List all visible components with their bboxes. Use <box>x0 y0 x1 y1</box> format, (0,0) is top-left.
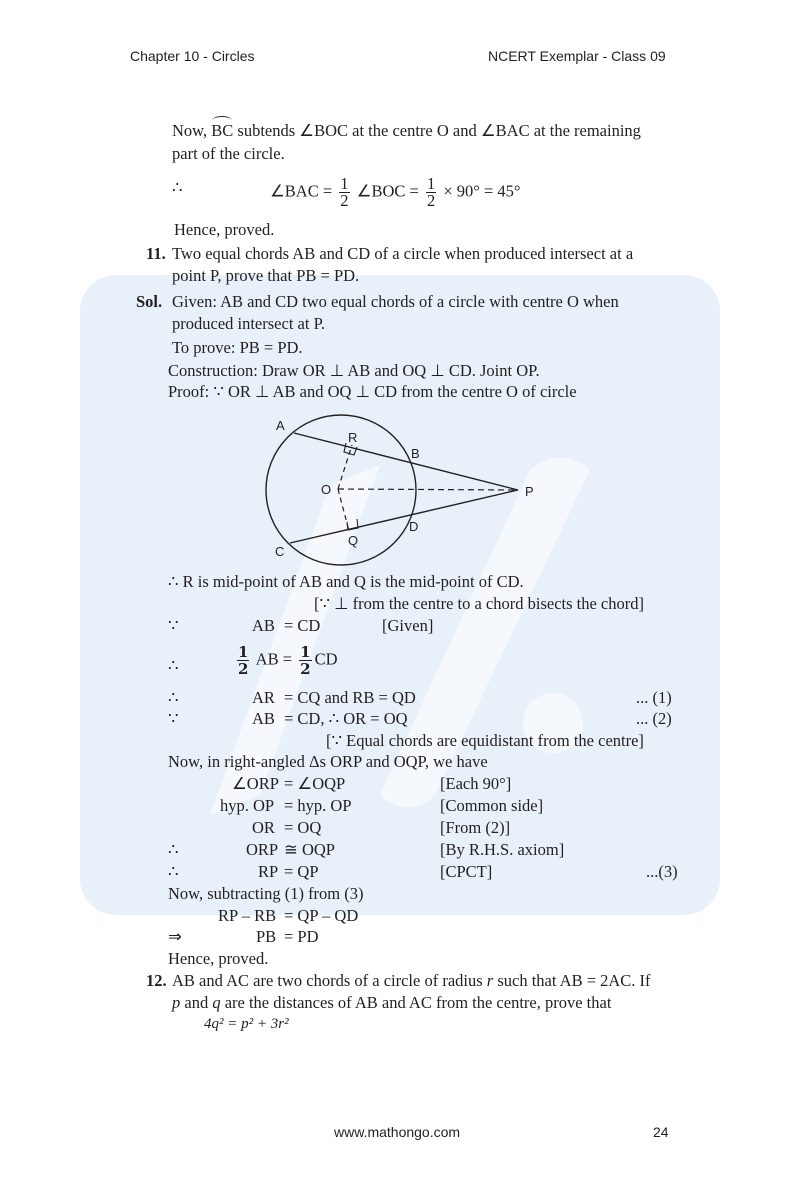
cong-rhs: = QP <box>284 862 319 881</box>
row-sym: ∴ <box>168 688 179 707</box>
cong-reason: [Common side] <box>440 796 544 815</box>
label-b: B <box>411 446 420 461</box>
row-sym: ∴ <box>168 656 179 675</box>
question-12-line1: AB and AC are two chords of a circle of radius r such that AB = 2AC. If <box>172 971 651 990</box>
book-title: NCERT Exemplar - Class 09 <box>488 48 666 64</box>
page-number: 24 <box>653 1124 669 1140</box>
cong-rhs: = ∠OQP <box>284 774 346 793</box>
prev-solution-line2: part of the circle. <box>172 144 285 163</box>
question-number: 12. <box>146 971 167 990</box>
prev-equation-body: ∠BAC = $\frac{1}{2}$ ∠BOC = $\frac{1}{2}$ × 90° = 45° <box>270 174 521 210</box>
half-equation: $\frac{1}{2}$ AB = $\frac{1}{2}$ CD <box>238 643 338 678</box>
question-12-line2: p and q are the distances of AB and AC from the centre, prove that <box>172 993 612 1012</box>
row-rhs: = CQ and RB = QD <box>284 688 416 707</box>
row-lhs: AB <box>252 709 275 728</box>
label-a: A <box>276 418 285 433</box>
given-line2: produced intersect at P. <box>172 314 326 333</box>
label-d: D <box>409 519 419 534</box>
cong-lhs: hyp. OP <box>220 796 275 815</box>
row-ref: ... (1) <box>636 688 672 707</box>
label-c: C <box>275 544 285 559</box>
cong-reason: [Each 90°] <box>440 774 512 793</box>
cong-lhs: ∠ORP <box>232 774 279 793</box>
implies-lhs: PB <box>256 927 277 946</box>
prev-hence-proved: Hence, proved. <box>174 220 275 239</box>
cong-rhs: = hyp. OP <box>284 796 352 815</box>
cong-lhs: RP <box>258 862 279 881</box>
implies-sym: ⇒ <box>168 927 182 946</box>
label-q: Q <box>348 533 359 548</box>
to-prove: To prove: PB = PD. <box>172 338 303 357</box>
cong-reason: [From (2)] <box>440 818 511 837</box>
row-ref: ... (2) <box>636 709 672 728</box>
row-reason: [Given] <box>382 616 434 635</box>
prev-solution-equation: ∴ <box>172 178 183 197</box>
sub-lhs: RP – RB <box>218 906 277 925</box>
row-rhs: = CD, ∴ OR = OQ <box>284 709 408 728</box>
row-rhs: = CD <box>284 616 321 635</box>
subtracting-line: Now, subtracting (1) from (3) <box>168 884 364 903</box>
circle-chords-diagram <box>250 410 550 570</box>
reason-bisect: [∵ ⊥ from the centre to a chord bisects the chord] <box>314 594 644 613</box>
question-11-line2: point P, prove that PB = PD. <box>172 266 360 285</box>
cong-rhs: = OQ <box>284 818 322 837</box>
row-lhs: AB <box>252 616 275 635</box>
row-lhs: AR <box>252 688 275 707</box>
triangles-intro: Now, in right-angled Δs ORP and OQP, we have <box>168 752 488 771</box>
website-footer: www.mathongo.com <box>334 1124 461 1140</box>
arc-bc: BC <box>211 121 234 140</box>
implies-rhs: = PD <box>284 927 319 946</box>
cong-lhs: ORP <box>246 840 279 859</box>
cong-sym: ∴ <box>168 840 179 859</box>
row-sym: ∵ <box>168 616 179 635</box>
cong-sym: ∴ <box>168 862 179 881</box>
sub-rhs: = QP – QD <box>284 906 359 925</box>
question-12-formula: 4q² = p² + 3r² <box>204 1016 289 1032</box>
label-o: O <box>321 482 332 497</box>
cong-lhs: OR <box>252 818 275 837</box>
question-11-line1: Two equal chords AB and CD of a circle when produced intersect at a <box>172 244 634 263</box>
cong-ref: ...(3) <box>646 862 678 881</box>
label-p: P <box>525 484 534 499</box>
construction: Construction: Draw OR ⊥ AB and OQ ⊥ CD. Joint OP. <box>168 361 540 380</box>
solution-label: Sol. <box>136 292 163 311</box>
given-line1: Given: AB and CD two equal chords of a circle with centre O when <box>172 292 619 311</box>
chapter-title: Chapter 10 - Circles <box>130 48 255 64</box>
row-sym: ∵ <box>168 709 179 728</box>
prev-solution-line1: Now, BC subtends ∠BOC at the centre O and ∠BAC at the remaining <box>172 121 641 140</box>
cong-reason: [By R.H.S. axiom] <box>440 840 565 859</box>
midpoint-statement: ∴ R is mid-point of AB and Q is the mid-point of CD. <box>168 572 524 591</box>
cong-reason: [CPCT] <box>440 862 493 881</box>
cong-rhs: ≅ OQP <box>284 840 335 859</box>
label-r: R <box>348 430 358 445</box>
proof-intro: Proof: ∵ OR ⊥ AB and OQ ⊥ CD from the centre O of circle <box>168 382 577 401</box>
reason-equidistant: [∵ Equal chords are equidistant from the centre] <box>326 731 644 750</box>
question-number: 11. <box>146 244 166 263</box>
hence-proved: Hence, proved. <box>168 949 269 968</box>
